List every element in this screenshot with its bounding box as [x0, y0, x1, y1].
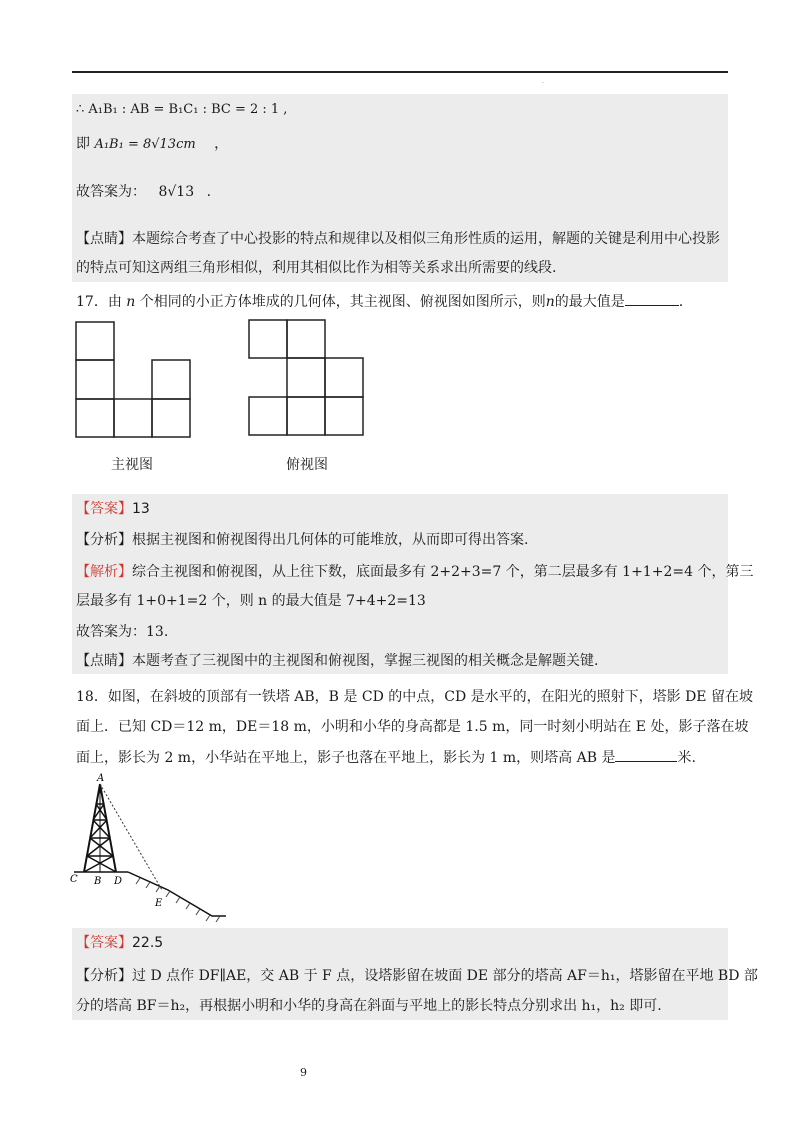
page-number: 9 — [300, 1066, 307, 1079]
prev-ji-formula: A₁B₁ = 8√13cm — [94, 137, 196, 152]
header-dot: · — [542, 80, 544, 87]
q18-line-1: 18．如图，在斜坡的顶部有一铁塔 AB，B 是 CD 的中点，CD 是水平的，在阳光的照射下，塔影 DE 留在坡 — [76, 689, 753, 705]
q17-text-b: 个相同的小正方体堆成的几何体，其主视图、俯视图如图所示，则 — [139, 294, 546, 310]
q17-comment-tag: 【点睛】 — [76, 653, 132, 669]
q17-text-a: 由 — [107, 294, 122, 310]
q18-analysis-tag: 【分析】 — [76, 968, 132, 984]
q18-line-3a: 面上，影长为 2 m，小华站在平地上，影子也落在平地上，影长为 1 m，则塔高 AB 是 — [76, 750, 616, 766]
q17-analysis-tag: 【分析】 — [76, 532, 132, 548]
q17-therefore-line: 故答案为：13. — [76, 624, 169, 640]
slope-hatching — [136, 878, 220, 922]
label-c: C — [70, 874, 78, 885]
prev-comment-tag: 【点睛】 — [76, 231, 132, 247]
q17-solution-tag: 【解析】 — [76, 564, 132, 580]
label-e: E — [155, 898, 163, 909]
label-b: B — [94, 876, 102, 887]
q18-analysis-line-1 — [76, 966, 758, 986]
prev-therefore-line: ∴ A₁B₁ : AB = B₁C₁ : BC = 2 : 1 , — [76, 102, 288, 117]
prev-answer-value: 8√13 — [158, 184, 195, 200]
q17-analysis-text: 根据主视图和俯视图得出几何体的可能堆放，从而即可得出答案. — [132, 532, 529, 548]
q17-text-d: . — [678, 294, 684, 310]
q17-comment-text: 本题考查了三视图中的主视图和俯视图，掌握三视图的相关概念是解题关键. — [132, 653, 599, 669]
q17-answer-value: 13 — [132, 501, 150, 517]
q18-line-2: 面上．已知 CD＝12 m，DE＝18 m，小明和小华的身高都是 1.5 m，同一时刻小明站在 E 处，影子落在坡 — [76, 719, 749, 735]
q18-answer-value: 22.5 — [132, 935, 164, 951]
q17-text-c: 的最大值是 — [554, 294, 625, 310]
q17-number: 17． — [76, 294, 108, 310]
q17-solution-line-2: 层最多有 1+0+1=2 个，则 n 的最大值是 7+4+2=13 — [76, 593, 426, 609]
prev-comment-line-2: 的特点可知这两组三角形相似，利用其相似比作为相等关系求出所需要的线段. — [76, 260, 557, 276]
q18-analysis-text-1: 过 D 点作 DF∥AE，交 AB 于 F 点，设塔影留在坡面 DE 部分的塔高 AF＝h₁，塔影留在平地 BD 部 — [132, 968, 758, 984]
prev-answer-label: 故答案为： — [76, 184, 146, 200]
prev-ji: 即 — [76, 136, 90, 152]
q17-solution-text-1: 综合主视图和俯视图，从上往下数，底面最多有 2+2+3=7 个，第二层最多有 1+1+2=4 个，第三 — [132, 564, 754, 580]
q17-var-n-2: n — [545, 294, 555, 310]
q18-analysis-line-2: 分的塔高 BF＝h₂，再根据小明和小华的身高在斜面与平地上的影长特点分别求出 h₁，h₂ 即可. — [76, 998, 662, 1014]
front-view-caption: 主视图 — [111, 457, 153, 473]
prev-ji-comma: ， — [214, 136, 229, 152]
slope-de — [128, 872, 226, 916]
q17-var-n: n — [126, 294, 136, 310]
prev-comment-text-1: 本题综合考查了中心投影的特点和规律以及相似三角形性质的运用，解题的关键是利用中心投影 — [132, 231, 720, 247]
top-view-caption: 俯视图 — [286, 457, 328, 473]
q18-line-3b: 米. — [677, 750, 696, 766]
q18-answer-tag: 【答案】 — [76, 935, 132, 951]
q17-answer-tag: 【答案】 — [76, 501, 132, 517]
q18-answer-line — [76, 933, 163, 953]
prev-answer-period: . — [206, 184, 212, 200]
label-a: A — [97, 773, 105, 784]
label-d: D — [114, 876, 123, 887]
